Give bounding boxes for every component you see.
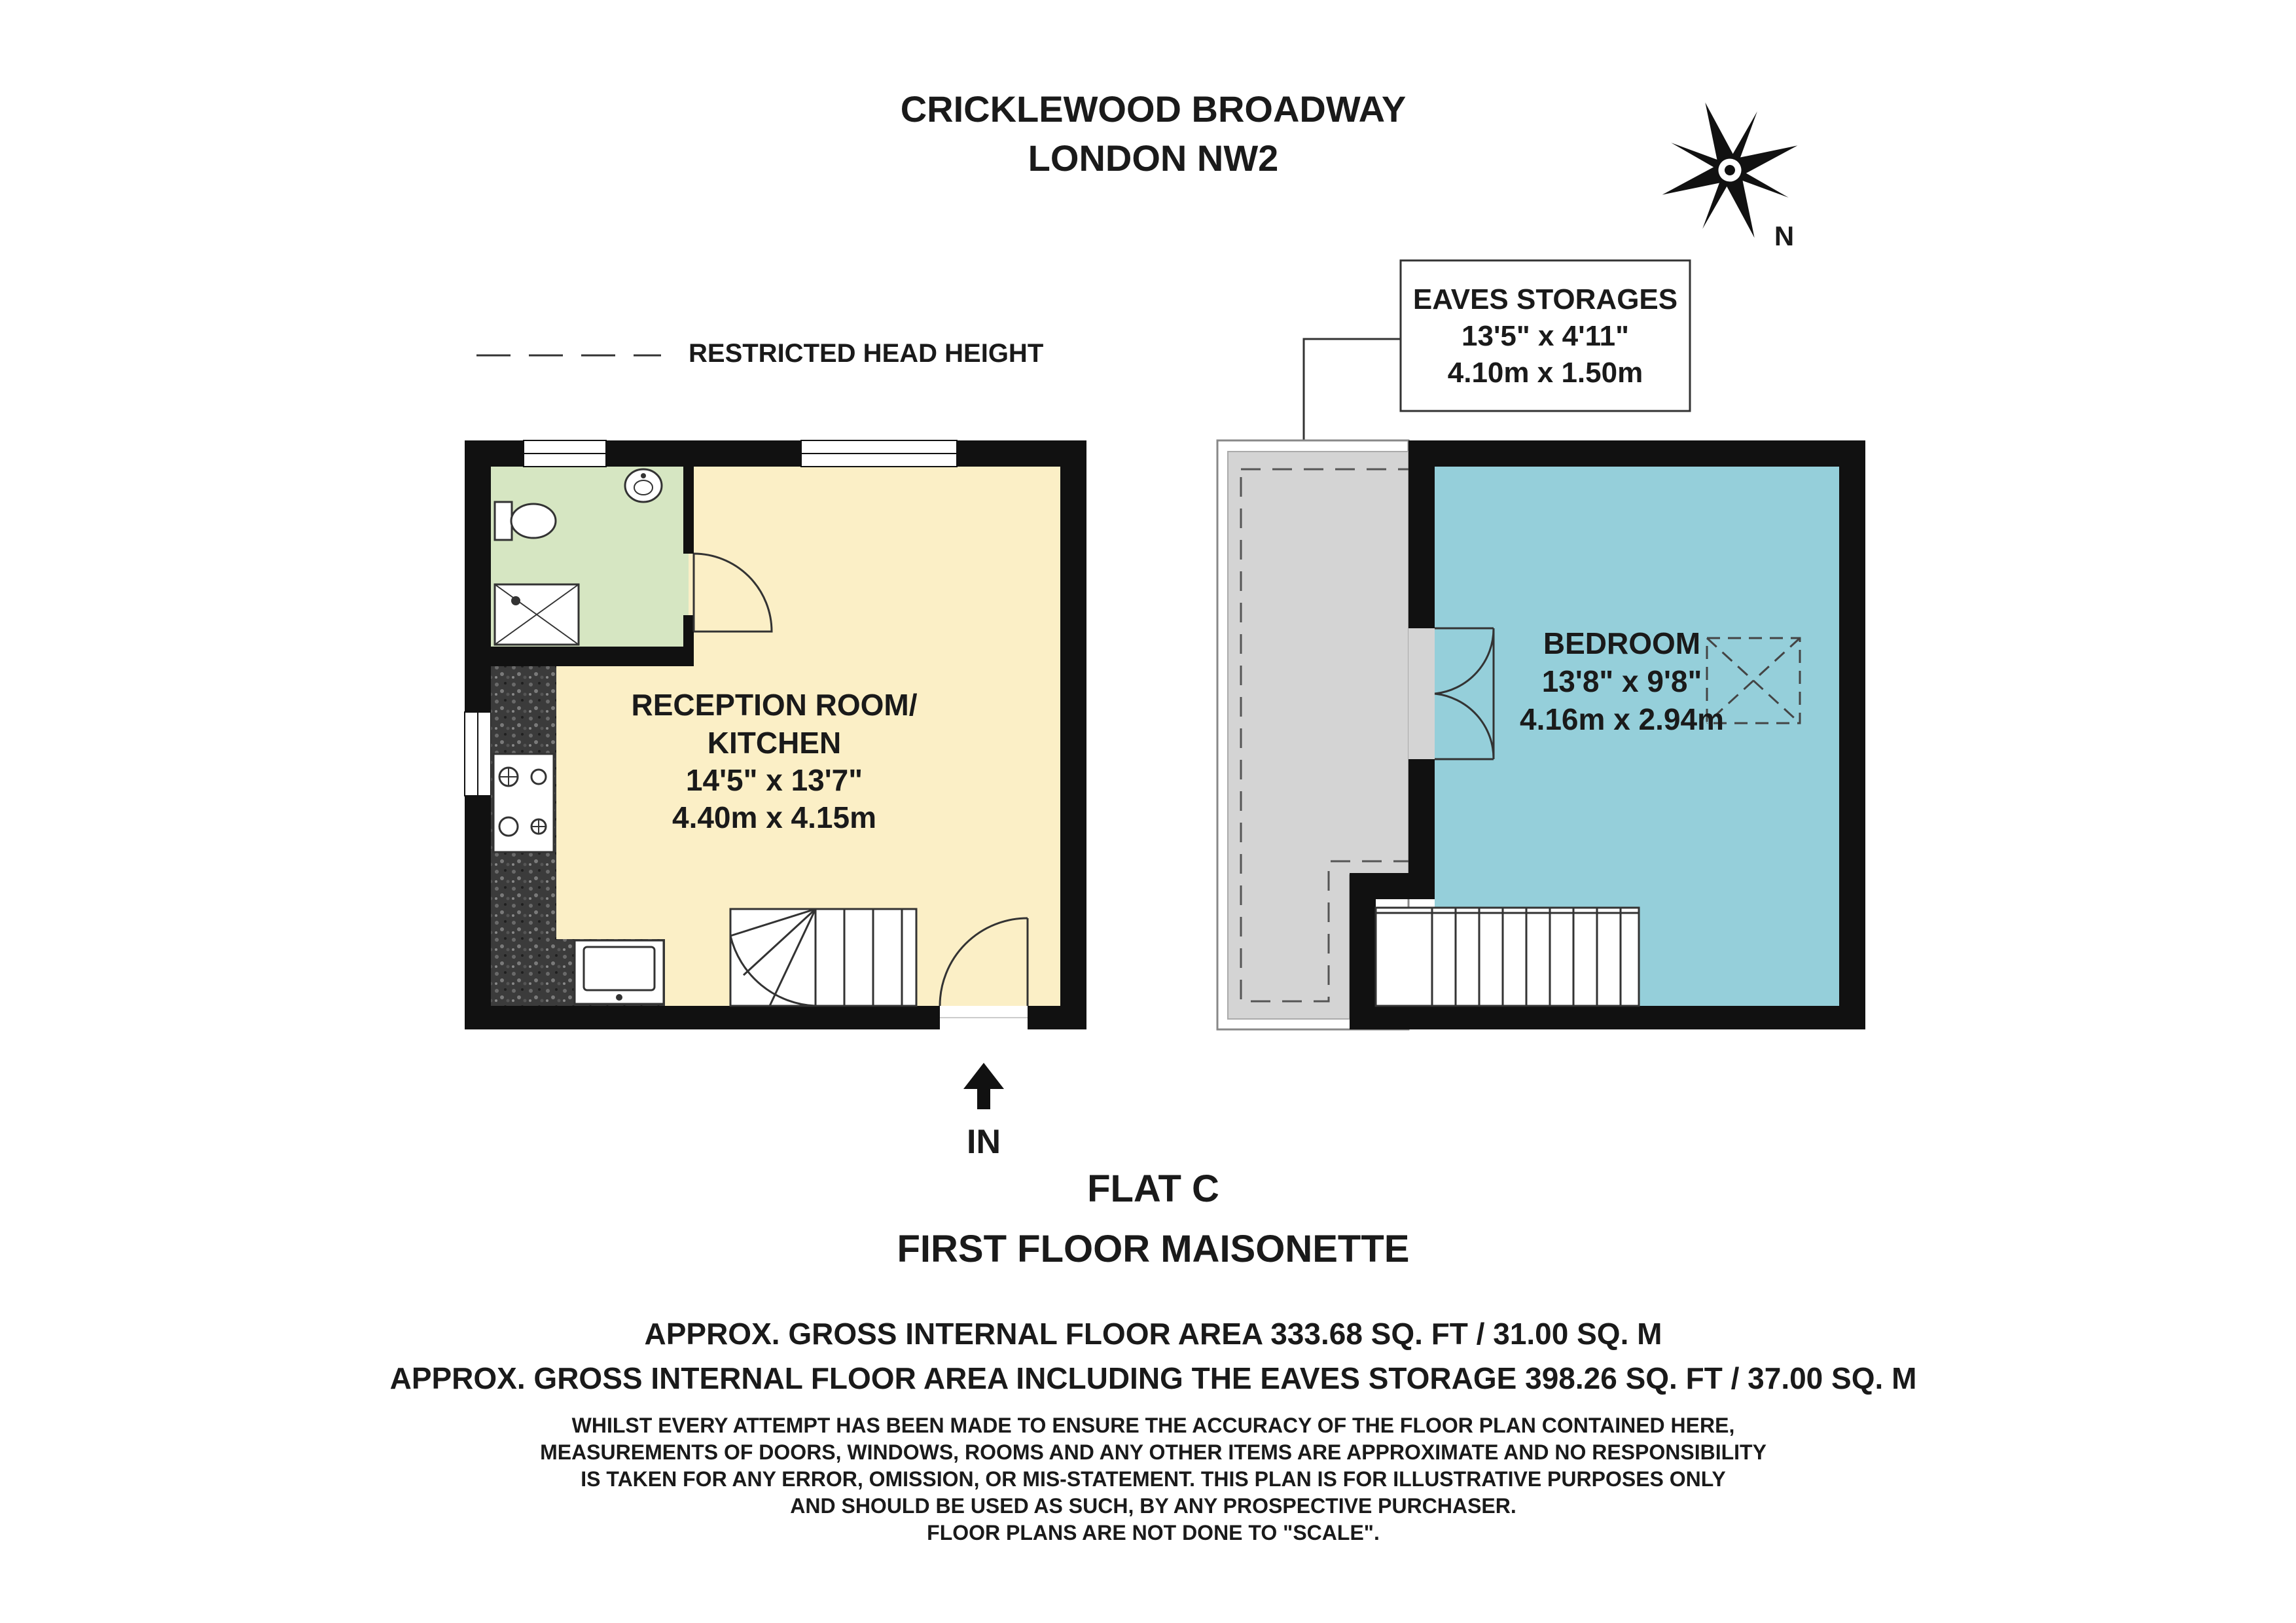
area-line-2: APPROX. GROSS INTERNAL FLOOR AREA INCLUDING THE EAVES STORAGE 398.26 SQ. FT / 37.00 SQ. M [389,1361,1917,1395]
disclaimer-line: AND SHOULD BE USED AS SUCH, BY ANY PROSPECTIVE PURCHASER. [790,1494,1516,1518]
compass-north-arrow-icon [1638,78,1822,262]
reception-room-dims-imperial: 14'5" x 13'7" [685,763,863,797]
window-icon [465,712,491,796]
shower-tray-icon [495,584,579,645]
entrance-arrow-icon [963,1063,1004,1109]
reception-room-name-line1: RECEPTION ROOM/ [631,688,918,722]
window-icon [801,440,957,467]
disclaimer-line: MEASUREMENTS OF DOORS, WINDOWS, ROOMS AND ANY OTHER ITEMS ARE APPROXIMATE AND NO RESPONSIBILITY [540,1440,1767,1464]
reception-floor-plan [465,440,1086,1029]
staircase-icon [730,909,916,1006]
kitchen-sink-icon [575,940,664,1004]
bedroom-dims-imperial: 13'8" x 9'8" [1541,664,1702,698]
reception-room-dims-metric: 4.40m x 4.15m [672,800,877,834]
eaves-dims-metric: 4.10m x 1.50m [1447,357,1643,389]
compass-label: N [1774,221,1795,251]
hob-icon [493,754,554,852]
washbasin-icon [625,469,662,502]
eaves-dims-imperial: 13'5" x 4'11" [1462,320,1629,352]
restricted-height-legend [476,339,1043,368]
window-icon [524,440,606,467]
flat-label: FLAT C [1087,1168,1219,1210]
floor-label: FIRST FLOOR MAISONETTE [897,1228,1410,1270]
toilet-icon [495,502,556,540]
disclaimer [540,1414,1767,1544]
address-line-1: CRICKLEWOOD BROADWAY [900,88,1407,130]
bedroom-floor-plan [1217,440,1865,1029]
area-line-1: APPROX. GROSS INTERNAL FLOOR AREA 333.68 SQ. FT / 31.00 SQ. M [644,1317,1662,1351]
legend-label: RESTRICTED HEAD HEIGHT [689,339,1044,368]
staircase-icon [1376,908,1639,1006]
eaves-name: EAVES STORAGES [1412,283,1678,315]
reception-room-name-line2: KITCHEN [707,726,842,760]
entrance-label: IN [967,1123,1001,1161]
address-line-2: LONDON NW2 [1028,137,1279,179]
landing-fill [1408,628,1435,759]
disclaimer-line: WHILST EVERY ATTEMPT HAS BEEN MADE TO ENSURE THE ACCURACY OF THE FLOOR PLAN CONTAINED HERE, [571,1414,1735,1437]
disclaimer-line: IS TAKEN FOR ANY ERROR, OMISSION, OR MIS-STATEMENT. THIS PLAN IS FOR ILLUSTRATIVE PURPOSES ONLY [581,1467,1726,1491]
bedroom-name: BEDROOM [1543,626,1701,660]
bedroom-dims-metric: 4.16m x 2.94m [1519,702,1725,736]
disclaimer-line: FLOOR PLANS ARE NOT DONE TO "SCALE". [927,1521,1380,1544]
